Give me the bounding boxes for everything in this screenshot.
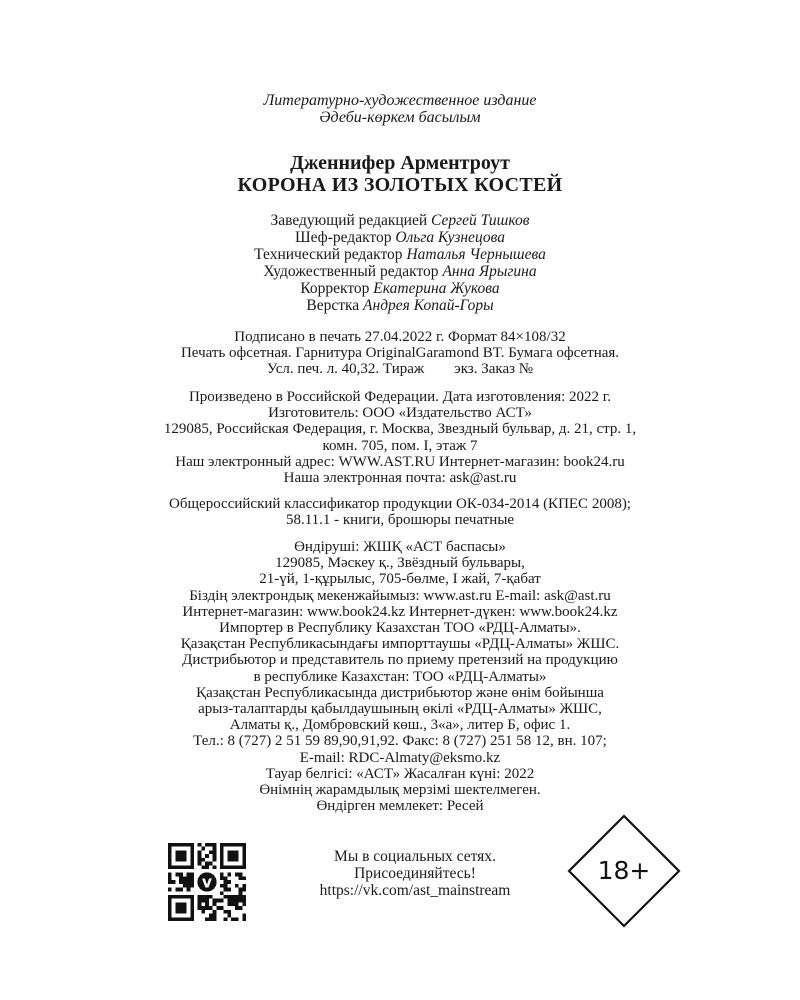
- kz-info-line: Өнімнің жарамдылық мерзімі шектелмеген.: [259, 782, 541, 799]
- manufacturer-line: Наш электронный адрес: WWW.AST.RU Интернет-магазин: book24.ru: [175, 453, 625, 470]
- staff-role: Шеф-редактор: [294, 229, 392, 246]
- staff-line: [0, 229, 800, 246]
- kz-info-line: Тел.: 8 (727) 2 51 59 89,90,91,92. Факс: 8 (727) 251 58 12, вн. 107;: [193, 733, 607, 750]
- staff-role: Корректор: [300, 280, 370, 297]
- kz-info-line: Өндірген мемлекет: Ресей: [316, 798, 484, 815]
- author-name: Дженнифер Арментроут: [290, 152, 510, 174]
- age-rating-badge: [566, 813, 682, 929]
- edition-type-kz: Әдеби-көркем басылым: [319, 109, 481, 126]
- product-classifier: [0, 496, 800, 528]
- classifier-line: 58.11.1 - книги, брошюры печатные: [285, 512, 515, 529]
- book-title: КОРОНА ИЗ ЗОЛОТЫХ КОСТЕЙ: [237, 174, 563, 196]
- staff-name: Анна Ярыгина: [442, 263, 537, 280]
- staff-role: Верстка: [306, 297, 360, 314]
- vk-logo-icon: [195, 870, 220, 895]
- social-networks: [270, 848, 560, 899]
- kz-info-line: 21-үй, 1-құрылыс, 705-бөлме, I жай, 7-қабат: [259, 571, 541, 588]
- kz-info-line: Өндіруші: ЖШҚ «АСТ баспасы»: [294, 539, 506, 555]
- manufacturer-line: комн. 705, пом. I, этаж 7: [322, 437, 478, 454]
- staff-name: Наталья Чернышева: [406, 246, 546, 263]
- kz-info-line: в республике Казахстан: ТОО «РДЦ-Алматы»: [253, 668, 547, 685]
- staff-line: [0, 263, 800, 280]
- staff-name: Ольга Кузнецова: [395, 229, 506, 246]
- staff-role: Технический редактор: [254, 246, 403, 263]
- kazakhstan-info: [0, 539, 800, 814]
- qr-logo-letter: v: [201, 873, 213, 892]
- staff-line: [0, 212, 800, 229]
- book-title-block: [0, 152, 800, 196]
- staff-name: Андрея Копай-Горы: [363, 297, 494, 314]
- edition-type: [0, 92, 800, 126]
- staff-line: [0, 246, 800, 263]
- kz-info-line: арыз-талаптарды қабылдаушының өкілі «РДЦ-Алматы» ЖШС,: [198, 701, 602, 718]
- kz-info-line: Біздің электрондық мекенжайымыз: www.ast.ru E-mail: ask@ast.ru: [189, 587, 611, 604]
- staff-line: [0, 297, 800, 314]
- kz-info-line: Қазақстан Республикасындағы импорттаушы «РДЦ-Алматы» ЖШС.: [180, 636, 620, 653]
- kz-info-line: Тауар белгісі: «АСТ» Жасалған күні: 2022: [265, 765, 535, 782]
- kz-info-line: E-mail: RDC-Almaty@eksmo.kz: [299, 749, 501, 766]
- staff-role: Художественный редактор: [263, 263, 439, 280]
- staff-name: Сергей Тишков: [431, 212, 530, 229]
- social-line: Мы в социальных сетях.: [334, 848, 496, 865]
- social-line: Присоединяйтесь!: [354, 865, 476, 882]
- manufacturer-line: Наша электронная почта: ask@ast.ru: [283, 470, 517, 487]
- kz-info-line: Импортер в Республику Казахстан ТОО «РДЦ-Алматы».: [219, 620, 581, 637]
- manufacturer-info: [0, 389, 800, 486]
- print-info-line: Печать офсетная. Гарнитура OriginalGaramond BT. Бумага офсетная.: [180, 345, 620, 362]
- kz-info-line: Интернет-магазин: www.book24.kz Интернет-дүкен: www.book24.kz: [182, 603, 618, 620]
- staff-line: [0, 280, 800, 297]
- social-link[interactable]: https://vk.com/ast_mainstream: [319, 882, 511, 899]
- age-rating-label: 18+: [597, 856, 651, 885]
- staff-role: Заведующий редакцией: [270, 212, 428, 229]
- print-info-line: Подписано в печать 27.04.2022 г. Формат 84×108/32: [234, 329, 566, 345]
- qr-code-icon: [168, 843, 246, 921]
- kz-info-line: Алматы қ., Домбровский көш., 3«а», литер Б, офис 1.: [229, 717, 571, 734]
- editorial-staff: [0, 212, 800, 314]
- manufacturer-line: Произведено в Российской Федерации. Дата изготовления: 2022 г.: [188, 389, 612, 405]
- manufacturer-line: 129085, Российская Федерация, г. Москва, Звездный бульвар, д. 21, стр. 1,: [163, 421, 637, 438]
- kz-info-line: 129085, Мәскеу қ., Звёздный бульвары,: [275, 555, 525, 572]
- print-info: [0, 329, 800, 378]
- manufacturer-line: Изготовитель: ООО «Издательство АСТ»: [268, 405, 532, 422]
- kz-info-line: Қазақстан Республикасында дистрибьютор және өнім бойынша: [196, 684, 604, 701]
- print-info-line: Усл. печ. л. 40,32. Тираж экз. Заказ №: [266, 361, 534, 378]
- classifier-line: Общероссийский классификатор продукции ОК-034-2014 (КПЕС 2008);: [169, 496, 631, 512]
- staff-name: Екатерина Жукова: [373, 280, 500, 297]
- kz-info-line: Дистрибьютор и представитель по приему претензий на продукцию: [182, 652, 618, 669]
- edition-type-ru: Литературно-художественное издание: [263, 92, 537, 109]
